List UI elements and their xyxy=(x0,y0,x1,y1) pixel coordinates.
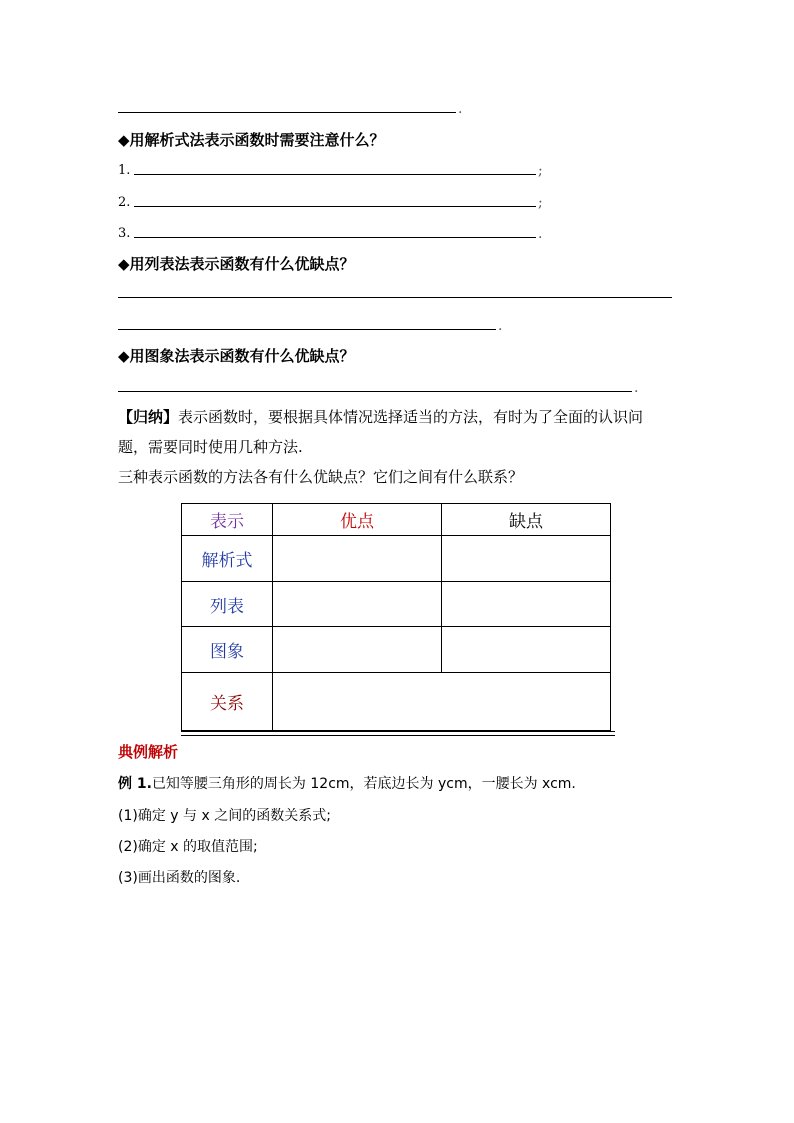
table-cell-empty xyxy=(273,536,442,582)
question-heading-graph: ◆用图象法表示函数有什么优缺点？ xyxy=(118,347,355,365)
line-end-punct: . xyxy=(538,226,543,242)
answer-line-q2a xyxy=(118,281,672,301)
question-heading-formula: ◆用解析式法表示函数时需要注意什么？ xyxy=(118,131,385,149)
example-part-1: (1)确定 y 与 x 之间的函数关系式; xyxy=(118,808,331,824)
blank-underline xyxy=(134,174,536,175)
table-cell-empty xyxy=(442,536,611,582)
blank-underline xyxy=(134,237,536,238)
table-row xyxy=(182,536,611,582)
answer-line-top xyxy=(118,96,462,116)
line-end-punct: . xyxy=(498,318,503,334)
row-label-graph: 图象 xyxy=(182,627,273,673)
blank-underline xyxy=(118,112,456,113)
answer-line-2 xyxy=(118,190,543,210)
table-row xyxy=(182,673,611,731)
line-end-punct: ; xyxy=(538,195,543,211)
item-number: 2. xyxy=(118,195,131,210)
example-part-3: (3)画出函数的图象. xyxy=(118,870,241,886)
table-bottom-double-rule xyxy=(181,731,615,736)
summary-tag: 【归纳】 xyxy=(118,408,179,426)
example-label: 例 1. xyxy=(118,776,152,792)
table-cell-empty xyxy=(442,627,611,673)
table-cell-empty xyxy=(273,673,611,731)
table-cell-empty xyxy=(273,582,442,627)
answer-line-q2b xyxy=(118,313,502,333)
answer-line-1 xyxy=(118,158,543,178)
header-cell-representation: 表示 xyxy=(182,504,273,536)
comparison-table xyxy=(181,503,611,731)
blank-underline xyxy=(118,329,496,330)
table-cell-empty xyxy=(273,627,442,673)
example-statement xyxy=(118,773,576,793)
answer-line-3 xyxy=(118,221,542,241)
question-heading-table: ◆用列表法表示函数有什么优缺点？ xyxy=(118,255,355,273)
example-part-2: (2)确定 x 的取值范围; xyxy=(118,839,258,855)
table-header-row xyxy=(182,504,611,536)
row-label-relation: 关系 xyxy=(182,673,273,731)
summary-text-line1: 表示函数时，要根据具体情况选择适当的方法，有时为了全面的认识问 xyxy=(178,408,644,426)
table-row xyxy=(182,627,611,673)
line-end-punct: ; xyxy=(538,163,543,179)
item-number: 1. xyxy=(118,163,131,178)
blank-underline xyxy=(134,206,536,207)
table-row xyxy=(182,582,611,627)
example-text: 已知等腰三角形的周长为 12cm，若底边长为 ycm，一腰长为 xcm. xyxy=(151,776,576,792)
header-cell-disadvantages: 缺点 xyxy=(442,504,611,536)
blank-underline xyxy=(118,297,672,298)
summary-question: 三种表示函数的方法各有什么优缺点？它们之间有什么联系？ xyxy=(118,468,524,486)
summary-text-line2: 题，需要同时使用几种方法. xyxy=(118,438,303,456)
answer-line-q3 xyxy=(118,375,638,395)
example-section-title: 典例解析 xyxy=(118,743,179,761)
blank-underline xyxy=(118,391,632,392)
item-number: 3. xyxy=(118,226,131,241)
summary-paragraph xyxy=(118,402,678,492)
table-cell-empty xyxy=(442,582,611,627)
header-cell-advantages: 优点 xyxy=(273,504,442,536)
row-label-formula: 解析式 xyxy=(182,536,273,582)
line-end-punct: . xyxy=(458,101,463,117)
row-label-table: 列表 xyxy=(182,582,273,627)
line-end-punct: . xyxy=(634,380,639,396)
